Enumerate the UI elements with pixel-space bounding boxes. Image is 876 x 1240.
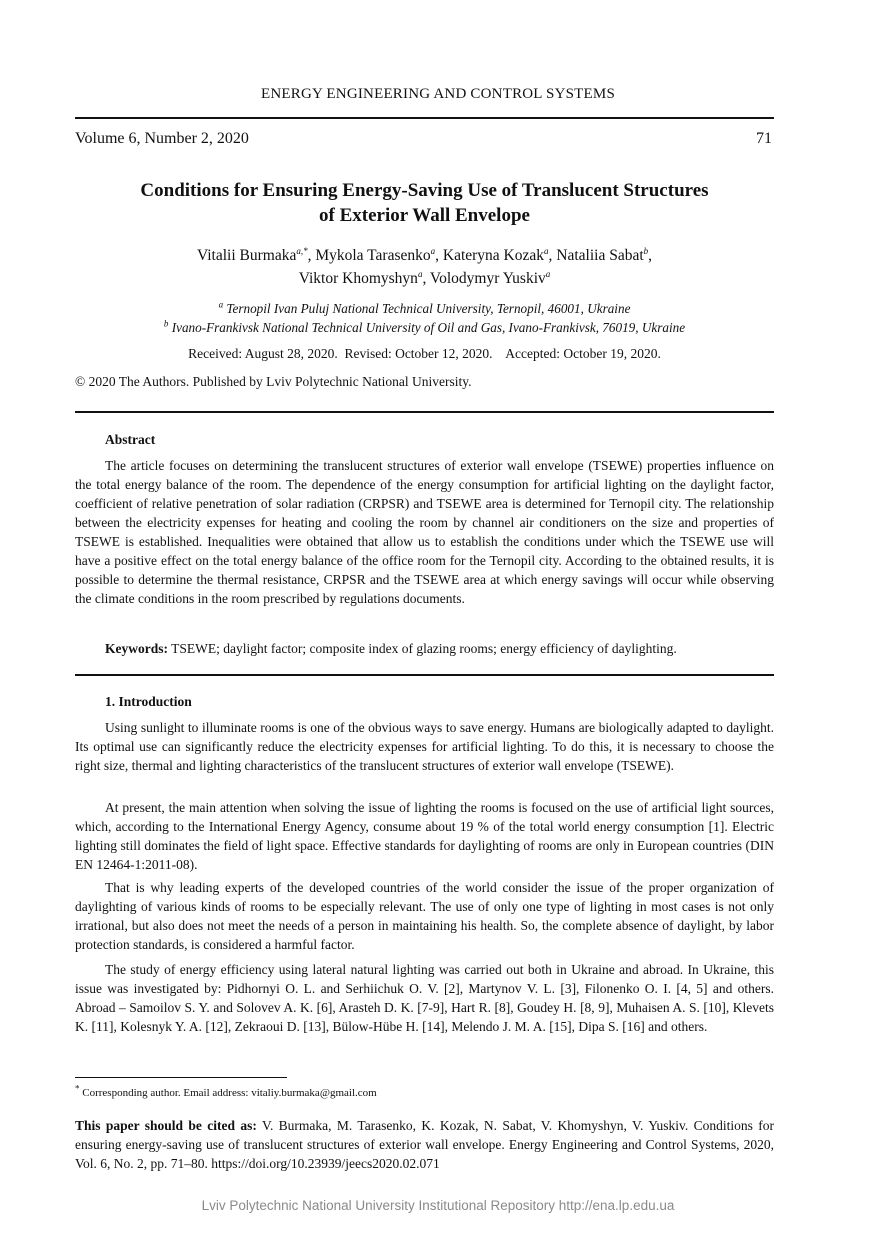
- abstract-bottom-rule: [75, 674, 774, 676]
- affiliation-item: [75, 299, 774, 318]
- author-separator: ,: [648, 247, 653, 264]
- author-list: [75, 244, 774, 290]
- intro-paragraph-1: Using sunlight to illuminate rooms is one of the obvious ways to save energy. Humans are biologically adapted to daylight. Its optimal use can significantly reduce the electricity expenses for artificial lighting. To do this, it is necessary to choose the right size, thermal and lighting characteristics of the translucent structures of exterior wall envelope (TSEWE).: [75, 720, 774, 773]
- repository-footer: Lviv Polytechnic National University Institutional Repository http://ena.lp.edu.ua: [201, 1198, 675, 1213]
- affiliation-text: Ivano-Frankivsk National Technical University of Oil and Gas, Ivano-Frankivsk, 76019, Ukraine: [171, 320, 686, 335]
- submission-dates: Received: August 28, 2020. Revised: October 12, 2020. Accepted: October 19, 2020.: [188, 346, 661, 361]
- citation-label: This paper should be cited as:: [75, 1118, 257, 1133]
- intro-paragraph-3: That is why leading experts of the developed countries of the world consider the issue of the proper organization of daylighting of various kinds of rooms to be especially relevant. The use of only one type of lighting in most cases is not only irrational, but also does not meet the needs of a person in maintaining his health. So, the complete absence of daylight, by labor protection standards, is considered a harmful factor.: [75, 880, 774, 952]
- footnote-mark: *: [75, 1083, 80, 1094]
- header-rule: [75, 117, 774, 119]
- abstract-heading: Abstract: [105, 432, 156, 447]
- title-line-1: Conditions for Ensuring Energy-Saving Use of Translucent Structures: [140, 180, 709, 201]
- author-name: Volodymyr Yuskiv: [429, 270, 546, 287]
- author-name: Kateryna Kozak: [442, 247, 545, 264]
- affiliation-text: Ternopil Ivan Puluj National Technical University, Ternopil, 46001, Ukraine: [226, 301, 631, 316]
- corresponding-author-footnote: [75, 1083, 377, 1099]
- author-affil-mark: a: [544, 245, 549, 256]
- author-separator: ,: [548, 247, 557, 264]
- affiliation-mark: b: [163, 318, 169, 329]
- journal-name: ENERGY ENGINEERING AND CONTROL SYSTEMS: [261, 86, 615, 102]
- intro-paragraph-2: At present, the main attention when solving the issue of lighting the rooms is focused on the use of artificial light sources, which, according to the International Energy Agency, consume about 19 % of the total world energy consumption [1]. Electric lighting still dominates the field of light space. Effective standards for daylighting of rooms are only in European countries (DIN EN 12464-1:2011-08).: [75, 800, 774, 872]
- author-affil-mark: a: [545, 268, 551, 279]
- abstract-text: The article focuses on determining the translucent structures of exterior wall envelope (TSEWE) properties influence on the total energy balance of the room. The dependence of the energy consumption for artificial lighting on the daylight factor, coefficient of relative penetration of solar radiation (CRPSR) and TSEWE area is determined for Ternopil city. The relationship between the electricity expenses for heating and cooling the room by channel air conditioners on the size and properties of TSEWE is established. Inequalities were obtained that allow us to establish the conditions under which the TSEWE use will have a positive effect on the total energy balance of the office room for the Ternopil city. According to the obtained results, it is possible to determine the thermal resistance, CRPSR and the TSEWE area at which energy savings will occur while observing the climate conditions in the room prescribed by regulations documents.: [75, 458, 774, 606]
- author-name: Vitalii Burmaka: [196, 247, 297, 264]
- keywords: [105, 641, 677, 657]
- intro-paragraph-4: The study of energy efficiency using lateral natural lighting was carried out both in Ukraine and abroad. In Ukraine, this issue was investigated by: Pidhornyi O. L. and Serhiichuk O. V. [2], Martynov V. L. [3], Filonenko O. I. [4, 5] and others. Abroad – Samoilov S. Y. and Solovev A. K. [6], Arasteh D. K. [7-9], Hart R. [8], Goudey H. [8, 9], Muhaisen A. S. [10], Klevets K. [11], Kolesnyk Y. A. [12], Zekraoui D. [13], Bülow-Hübe H. [14], Melendo J. M. A. [15], Dipa S. [16] and others.: [75, 962, 774, 1034]
- author-separator: ,: [435, 247, 443, 264]
- affiliation-item: [75, 318, 774, 337]
- copyright-notice: © 2020 The Authors. Published by Lviv Polytechnic National University.: [75, 374, 472, 389]
- abstract-top-rule: [75, 411, 774, 413]
- title-line-2: of Exterior Wall Envelope: [319, 205, 530, 226]
- footnote-rule: [75, 1077, 287, 1078]
- author-affil-mark: b: [643, 245, 649, 256]
- author-affil-mark: a: [430, 245, 436, 256]
- affiliations: [75, 299, 774, 337]
- author-name: Nataliia Sabat: [556, 247, 644, 264]
- keywords-label: Keywords:: [105, 641, 168, 656]
- author-name: Viktor Khomyshyn: [298, 270, 418, 287]
- paper-title: [75, 178, 774, 228]
- author-affil-mark: a: [417, 268, 423, 279]
- footnote-text: Corresponding author. Email address: vitaliy.burmaka@gmail.com: [79, 1087, 377, 1099]
- affiliation-mark: a: [218, 299, 224, 310]
- keywords-text: TSEWE; daylight factor; composite index of glazing rooms; energy efficiency of daylighting.: [168, 641, 677, 656]
- author-separator: ,: [422, 270, 430, 287]
- section-heading-introduction: 1. Introduction: [105, 694, 192, 709]
- author-name: Mykola Tarasenko: [315, 247, 431, 264]
- author-separator: ,: [307, 247, 316, 264]
- volume-info: Volume 6, Number 2, 2020: [75, 130, 249, 147]
- page-number: 71: [756, 130, 772, 147]
- author-affil-mark: a,*: [296, 245, 308, 256]
- citation-block: [75, 1116, 774, 1173]
- citation-text: V. Burmaka, M. Tarasenko, K. Kozak, N. Sabat, V. Khomyshyn, V. Yuskiv. Conditions for ensuring energy-saving use of translucent structures of exterior wall envelope. Energy Engineering and Control Systems, 2020, Vol. 6, No. 2, pp. 71–80. https://doi.org/10.23939/jeecs2020.02.071: [75, 1118, 774, 1171]
